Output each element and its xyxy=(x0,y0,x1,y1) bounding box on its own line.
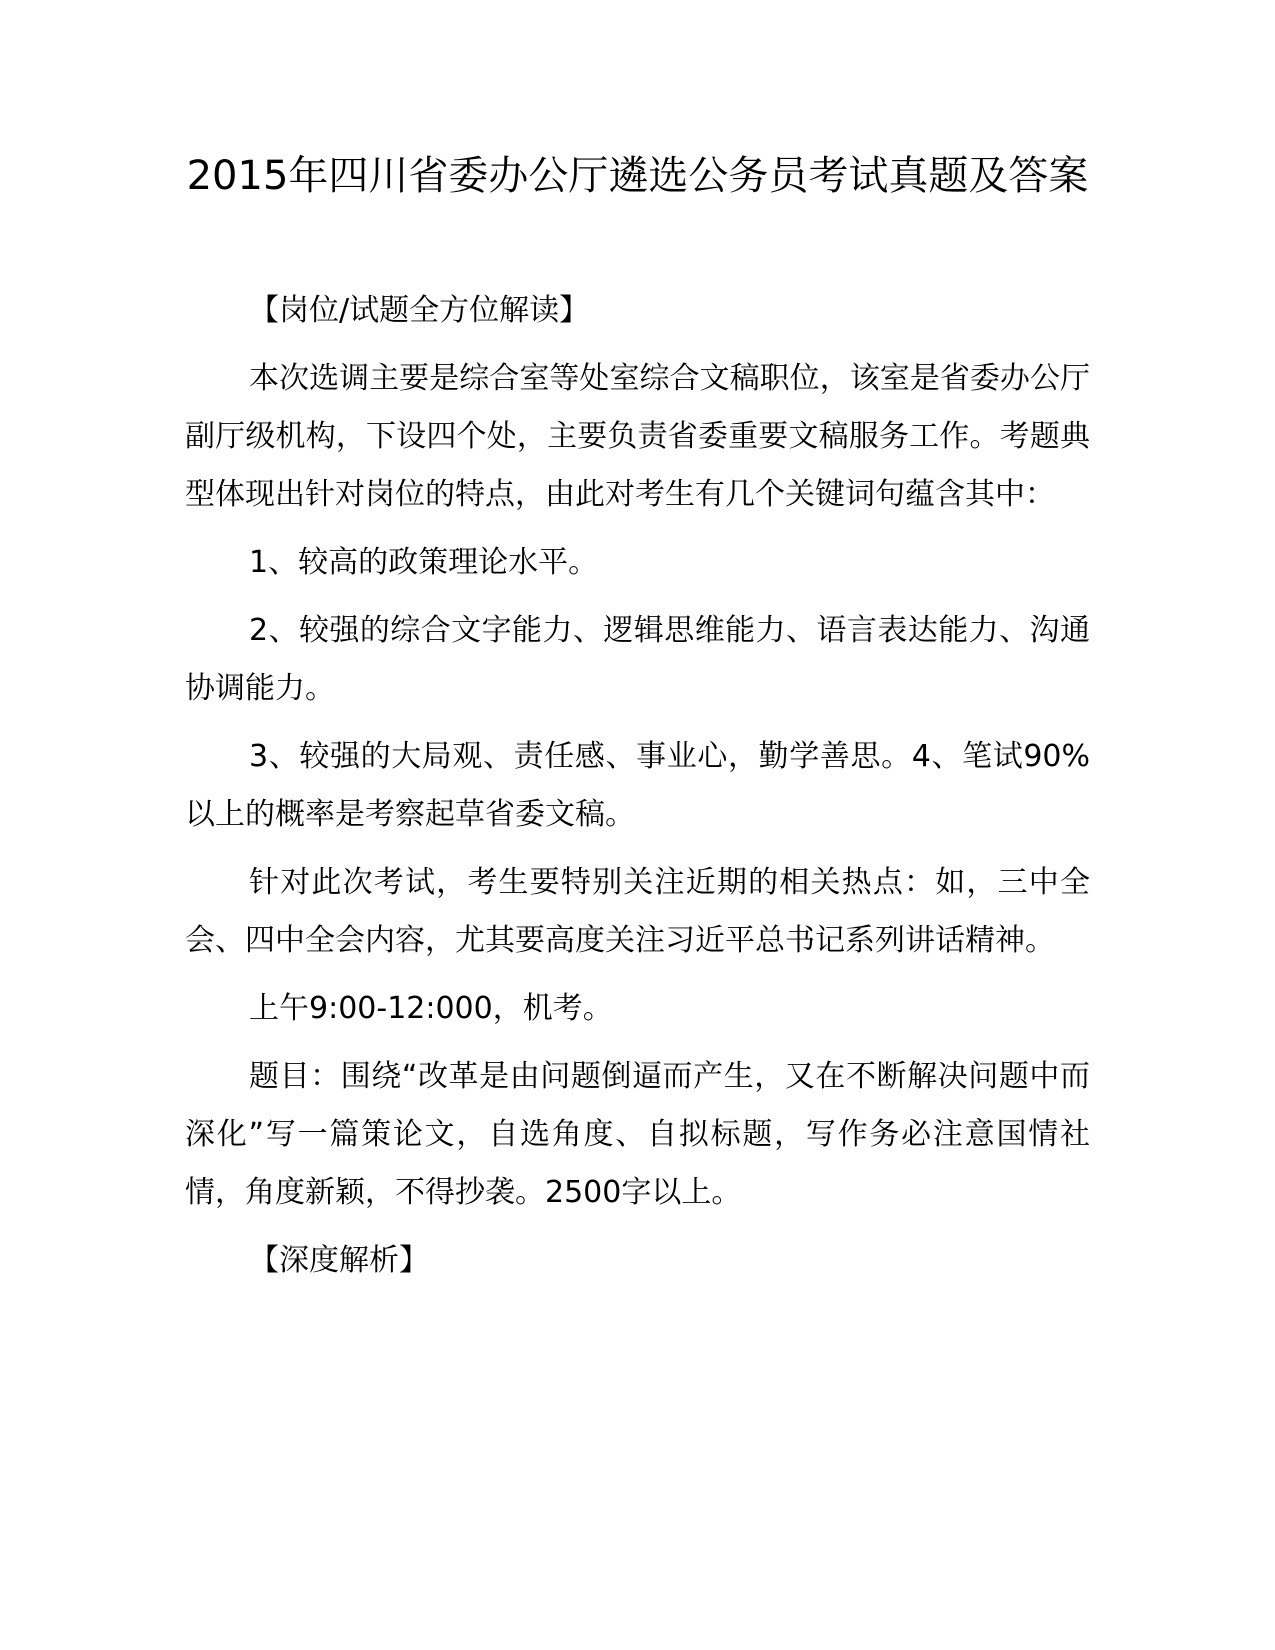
paragraph-exam-time: 上午9:00-12:000，机考。 xyxy=(249,991,613,1026)
document-body xyxy=(185,282,1090,1300)
section-heading-deep-analysis: 【深度解析】 xyxy=(249,1243,429,1278)
document-title: 2015年四川省委办公厅遴选公务员考试真题及答案 xyxy=(186,153,1089,199)
list-item-2: 2、较强的综合文字能力、逻辑思维能力、语言表达能力、沟通协调能力。 xyxy=(185,613,1090,706)
list-item-3: 3、较强的大局观、责任感、事业心，勤学善思。4、笔试90%以上的概率是考察起草省委文稿。 xyxy=(185,739,1090,832)
paragraph-intro: 本次选调主要是综合室等处室综合文稿职位，该室是省委办公厅副厅级机构，下设四个处，主要负责省委重要文稿服务工作。考题典型体现出针对岗位的特点，由此对考生有几个关键词句蕴含其中： xyxy=(185,361,1090,512)
paragraph-hotspots: 针对此次考试，考生要特别关注近期的相关热点：如，三中全会、四中全会内容，尤其要高度关注习近平总书记系列讲话精神。 xyxy=(185,865,1090,958)
paragraph-exam-topic: 题目：围绕“改革是由问题倒逼而产生，又在不断解决问题中而深化”写一篇策论文，自选角度、自拟标题，写作务必注意国情社情，角度新颖，不得抄袭。2500字以上。 xyxy=(185,1059,1090,1210)
list-item-1: 1、较高的政策理论水平。 xyxy=(249,545,599,580)
section-heading-job-analysis: 【岗位/试题全方位解读】 xyxy=(249,293,590,328)
